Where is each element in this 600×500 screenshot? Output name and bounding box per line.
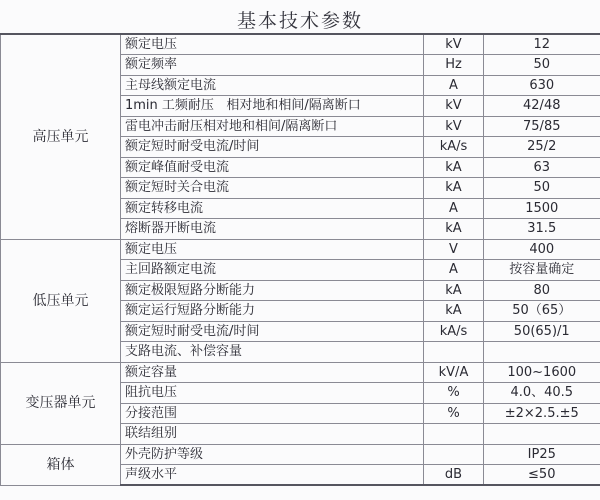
table-row (1, 239, 600, 260)
param-unit: kV/A (424, 362, 484, 383)
param-value: 12 (484, 34, 600, 55)
page-title: 基本技术参数 (236, 10, 363, 32)
param-unit: kV (424, 96, 484, 117)
param-value: 50 (484, 178, 600, 199)
param-name: 额定运行短路分断能力 (121, 301, 424, 322)
param-value: 50 (484, 55, 600, 76)
param-name: 额定峰值耐受电流 (121, 157, 424, 178)
param-value: 25/2 (484, 137, 600, 158)
param-value: ≤50 (484, 465, 600, 486)
param-unit (424, 342, 484, 363)
param-value: 630 (484, 75, 600, 96)
group-label-hv: 高压单元 (1, 34, 121, 239)
table-row (1, 444, 600, 465)
param-value: 50(65)/1 (484, 321, 600, 342)
param-name: 声级水平 (121, 465, 424, 486)
param-value: 400 (484, 239, 600, 260)
param-value (484, 424, 600, 445)
param-unit (424, 424, 484, 445)
param-unit: kA (424, 219, 484, 240)
param-name: 额定频率 (121, 55, 424, 76)
param-unit: % (424, 383, 484, 404)
param-unit: kA (424, 178, 484, 199)
param-unit: V (424, 239, 484, 260)
param-name: 雷电冲击耐压相对地和相间/隔离断口 (121, 116, 424, 137)
spec-table (0, 33, 600, 486)
param-value: 63 (484, 157, 600, 178)
param-value: 100~1600 (484, 362, 600, 383)
table-row (1, 362, 600, 383)
param-name: 额定短时耐受电流/时间 (121, 137, 424, 158)
param-value: 42/48 (484, 96, 600, 117)
table-row (1, 34, 600, 55)
param-name: 额定电压 (121, 34, 424, 55)
param-value: 按容量确定 (484, 260, 600, 281)
param-unit: kA (424, 157, 484, 178)
param-unit: A (424, 198, 484, 219)
param-unit: kA (424, 301, 484, 322)
param-value: 4.0、40.5 (484, 383, 600, 404)
param-value: 31.5 (484, 219, 600, 240)
param-value: IP25 (484, 444, 600, 465)
param-name: 额定短时耐受电流/时间 (121, 321, 424, 342)
param-unit: dB (424, 465, 484, 486)
group-label-enclosure: 箱体 (1, 444, 121, 485)
param-name: 阻抗电压 (121, 383, 424, 404)
param-value: 1500 (484, 198, 600, 219)
param-value (484, 342, 600, 363)
param-name: 额定容量 (121, 362, 424, 383)
group-label-transformer: 变压器单元 (1, 362, 121, 444)
param-name: 1min 工频耐压 相对地和相间/隔离断口 (121, 96, 424, 117)
param-value: 80 (484, 280, 600, 301)
param-unit (424, 444, 484, 465)
param-name: 额定极限短路分断能力 (121, 280, 424, 301)
param-value: 50（65） (484, 301, 600, 322)
param-name: 联结组别 (121, 424, 424, 445)
param-name: 额定短时关合电流 (121, 178, 424, 199)
param-name: 主母线额定电流 (121, 75, 424, 96)
param-unit: kA/s (424, 137, 484, 158)
param-unit: kV (424, 116, 484, 137)
param-name: 支路电流、补偿容量 (121, 342, 424, 363)
param-name: 额定电压 (121, 239, 424, 260)
param-unit: kA/s (424, 321, 484, 342)
param-name: 分接范围 (121, 403, 424, 424)
param-unit: % (424, 403, 484, 424)
param-value: ±2×2.5.±5 (484, 403, 600, 424)
param-unit: A (424, 75, 484, 96)
param-unit: kA (424, 280, 484, 301)
param-name: 外壳防护等级 (121, 444, 424, 465)
param-name: 熔断器开断电流 (121, 219, 424, 240)
param-unit: kV (424, 34, 484, 55)
param-unit: Hz (424, 55, 484, 76)
param-name: 主回路额定电流 (121, 260, 424, 281)
param-value: 75/85 (484, 116, 600, 137)
param-name: 额定转移电流 (121, 198, 424, 219)
param-unit: A (424, 260, 484, 281)
group-label-lv: 低压单元 (1, 239, 121, 362)
